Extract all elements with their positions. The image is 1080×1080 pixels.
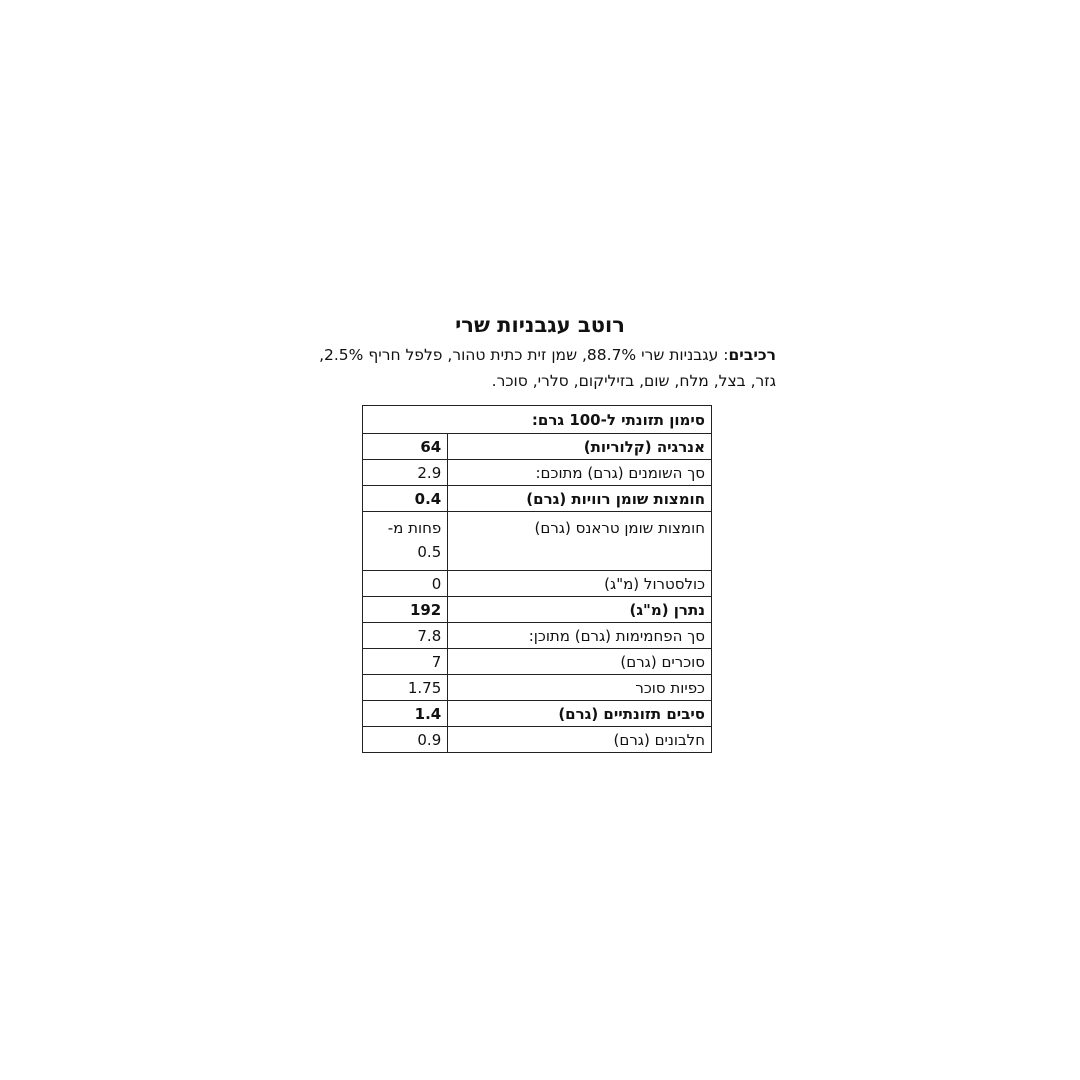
- nutrient-name: חומצות שומן רוויות (גרם): [448, 486, 712, 512]
- nutrient-value: 7.8: [363, 623, 448, 649]
- nutrient-value: 0: [363, 571, 448, 597]
- nutrient-value: פחות מ- 0.5: [363, 512, 448, 571]
- nutrient-name: סיבים תזונתיים (גרם): [448, 701, 712, 727]
- nutrition-row-saturated-fat: [363, 486, 712, 512]
- nutrient-name: סך השומנים (גרם) מתוכם:: [448, 460, 712, 486]
- nutrient-name: כולסטרול (מ"ג): [448, 571, 712, 597]
- nutrient-value: 192: [363, 597, 448, 623]
- nutrient-value: 1.4: [363, 701, 448, 727]
- ingredients-paragraph: [300, 342, 776, 394]
- nutrient-name: חומצות שומן טראנס (גרם): [448, 512, 712, 571]
- nutrient-name: אנרגיה (קלוריות): [448, 434, 712, 460]
- nutrient-value: 1.75: [363, 675, 448, 701]
- nutrition-row-sugar-teaspoons: [363, 675, 712, 701]
- nutrition-row-total-fat: [363, 460, 712, 486]
- nutrition-row-sugars: [363, 649, 712, 675]
- nutrition-row-total-carbs: [363, 623, 712, 649]
- nutrition-row-energy: [363, 434, 712, 460]
- ingredients-text: : עגבניות שרי 88.7%, שמן זית כתית טהור, פלפל חריף 2.5%, גזר, בצל, מלח, שום, בזיליקום, סלרי, סוכר.: [319, 346, 776, 390]
- nutrition-row-trans-fat: [363, 512, 712, 571]
- nutrition-row-protein: [363, 727, 712, 753]
- nutrient-value: 2.9: [363, 460, 448, 486]
- nutrient-value: 64: [363, 434, 448, 460]
- nutrition-row-sodium: [363, 597, 712, 623]
- nutrient-value: 7: [363, 649, 448, 675]
- nutrition-row-dietary-fiber: [363, 701, 712, 727]
- nutrient-name: סוכרים (גרם): [448, 649, 712, 675]
- nutrition-row-cholesterol: [363, 571, 712, 597]
- nutrient-name: חלבונים (גרם): [448, 727, 712, 753]
- nutrient-name: כפיות סוכר: [448, 675, 712, 701]
- nutrient-value: 0.4: [363, 486, 448, 512]
- product-title: רוטב עגבניות שרי: [455, 313, 625, 337]
- nutrition-table-header-row: [363, 406, 712, 434]
- nutrient-value: 0.9: [363, 727, 448, 753]
- nutrition-table: [362, 405, 712, 753]
- ingredients-label: רכיבים: [728, 346, 776, 364]
- nutrition-table-header: סימון תזונתי ל-100 גרם:: [363, 406, 712, 434]
- nutrient-name: סך הפחמימות (גרם) מתוכן:: [448, 623, 712, 649]
- nutrient-name: נתרן (מ"ג): [448, 597, 712, 623]
